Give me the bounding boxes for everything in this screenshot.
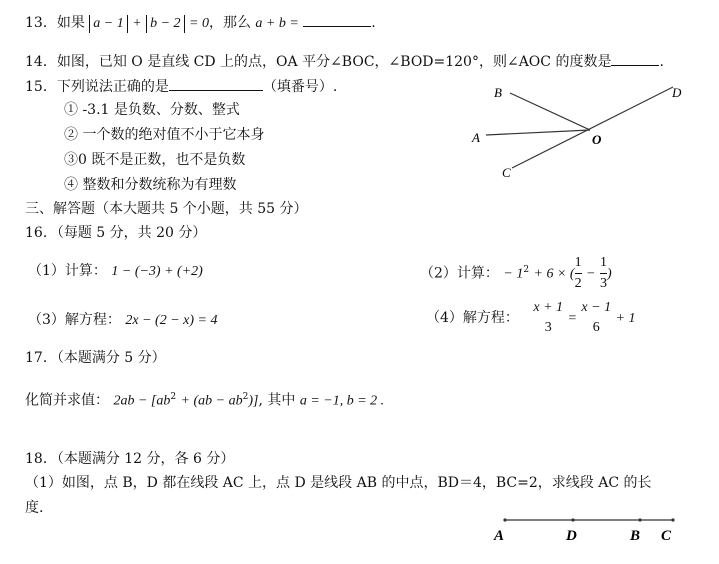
question-18-title: 18．（本题满分 12 分，各 6 分） <box>25 451 235 467</box>
frac-num: x − 1 <box>581 300 612 315</box>
q16-p2-frac2 <box>600 255 607 292</box>
frac-num: 1 <box>599 255 607 271</box>
q16-part-1 <box>28 262 203 281</box>
point-D <box>571 518 574 521</box>
q13-abs2: b − 2 <box>146 15 184 33</box>
q13-end: . <box>371 15 376 31</box>
q14-answer-blank[interactable] <box>611 51 659 66</box>
question-17-title: 17．（本题满分 5 分） <box>25 350 166 366</box>
q15-text: 15．下列说法正确的是 <box>25 79 169 95</box>
ray-OA <box>486 130 590 135</box>
label-B: B <box>494 85 502 100</box>
frac-num: 1 <box>574 255 582 271</box>
q16-part-2 <box>420 250 612 295</box>
label-C: C <box>502 165 511 180</box>
q16-p2-exp: 2 <box>523 265 530 275</box>
q13-mid: ，那么 <box>208 15 251 31</box>
frac-bar <box>575 273 582 274</box>
q16-p4-plus: + 1 <box>615 311 636 326</box>
q16-p1-expr: 1 − (−3) + (+2) <box>111 264 203 279</box>
q16-p4-frac2 <box>581 300 611 336</box>
q13-number: 13． <box>25 15 57 31</box>
label-D: D <box>566 528 577 544</box>
point-C <box>671 518 674 521</box>
q17-exp1: 2 <box>170 392 177 402</box>
q15-option-2: ② 一个数的绝对值不小于它本身 <box>64 127 265 143</box>
section-3-heading: 三、解答题（本大题共 5 个小题，共 55 分） <box>25 201 308 217</box>
q17-expr-a: 2ab − [ab <box>113 393 171 409</box>
q15-option-3: ③0 既不是正数，也不是负数 <box>64 152 246 168</box>
label-A: A <box>472 130 480 145</box>
ray-OB <box>510 93 590 130</box>
angle-figure <box>460 75 700 185</box>
q16-p2-close: ) <box>606 266 612 282</box>
point-B <box>638 518 641 521</box>
frac-den: 2 <box>574 276 582 292</box>
q13-eq0: = 0 <box>189 16 209 31</box>
label-A: A <box>494 528 505 544</box>
frac-bar <box>600 273 607 274</box>
line-CD <box>512 87 673 168</box>
question-13 <box>25 12 376 33</box>
segment-figure <box>485 510 685 550</box>
label-C: C <box>661 528 672 544</box>
q16-part-4 <box>426 296 635 341</box>
q18-line-1: （1）如图，点 B，D 都在线段 AC 上，点 D 是线段 AB 的中点，BD＝4，BC=2，求线段 AC 的长 <box>25 475 652 491</box>
q15-answer-blank[interactable] <box>169 76 263 91</box>
label-B: B <box>630 528 641 544</box>
q16-p4-frac1 <box>533 300 563 336</box>
q17-label: 化简并求值： <box>25 392 109 409</box>
q13-plus: + <box>132 16 142 31</box>
q16-p3-label: （3）解方程： <box>28 312 121 328</box>
q16-p1-label: （1）计算： <box>28 263 107 279</box>
q18-line-2: 度. <box>25 500 44 516</box>
question-15 <box>25 76 337 96</box>
q16-p2-a: − 1 <box>503 266 524 282</box>
q15-option-1: ① -3.1 是负数、分数、整式 <box>64 102 240 118</box>
question-14 <box>25 51 664 71</box>
q16-p2-frac1 <box>575 255 582 292</box>
q13-expr: a + b = <box>255 16 299 31</box>
q14-text: 14．如图，已知 O 是直线 CD 上的点，OA 平分∠BOC，∠BOD=120°，则∠AOC 的度数是 <box>25 54 612 70</box>
q17-exp2: 2 <box>242 392 249 402</box>
q16-p2-b: + 6 × ( <box>533 266 575 282</box>
frac-den: 3 <box>599 276 607 292</box>
label-D: D <box>672 85 682 100</box>
label-O: O <box>592 132 602 147</box>
q14-end: . <box>659 54 664 70</box>
q17-cond-vals: a = −1, b = 2 . <box>299 393 385 409</box>
q16-p2-label: （2）计算： <box>420 265 499 282</box>
frac-den: 6 <box>592 320 600 335</box>
point-A <box>503 518 506 521</box>
q15-option-4: ④ 整数和分数统称为有理数 <box>64 177 237 193</box>
frac-num: x + 1 <box>533 300 564 315</box>
q13-text: 如果 <box>56 15 85 31</box>
q16-part-3 <box>28 311 217 330</box>
frac-den: 3 <box>544 320 552 335</box>
q16-p3-expr: 2x − (2 − x) = 4 <box>125 313 218 328</box>
question-16-title: 16．（每题 5 分，共 20 分） <box>25 225 207 241</box>
q16-p4-label: （4）解方程： <box>426 310 519 326</box>
q17-expr-c: )] <box>248 393 259 409</box>
q17-cond: , 其中 <box>258 392 296 409</box>
q17-body <box>25 388 384 411</box>
q16-p2-minus: − <box>586 266 596 282</box>
q13-answer-blank[interactable] <box>303 12 371 27</box>
q13-abs1: a − 1 <box>89 15 127 33</box>
q15-tail: （填番号）. <box>262 79 338 95</box>
q16-p4-eq: = <box>567 311 577 326</box>
q17-expr-b: + (ab − ab <box>180 393 243 409</box>
